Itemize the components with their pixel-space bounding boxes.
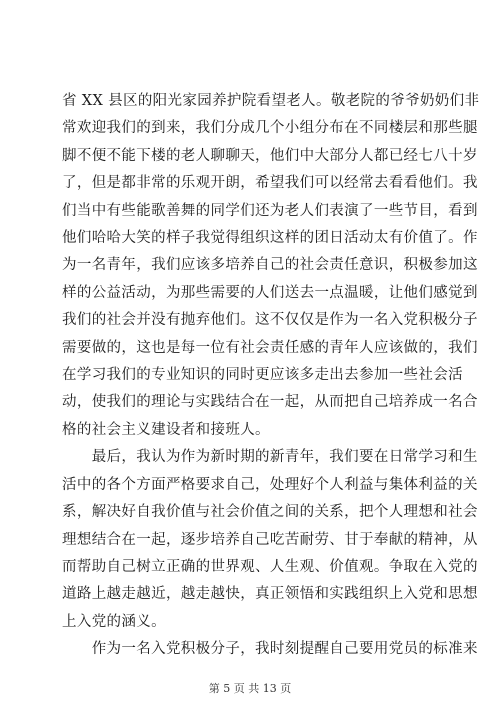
text-line: 样的公益活动，为那些需要的人们送去一点温暖，让他们感觉到 bbox=[62, 284, 478, 301]
text-line: 为一名青年，我们应该多培养自己的社会责任意识，积极参加这 bbox=[62, 257, 478, 274]
document-body bbox=[62, 88, 480, 664]
text-line: 系，解决好自我价值与社会价值之间的关系，把个人理想和社会 bbox=[62, 504, 478, 521]
text-line: 格的社会主义建设者和接班人。 bbox=[62, 421, 270, 438]
text-line: 动，使我们的理论与实践结合在一起，从而把自己培养成一名合 bbox=[62, 394, 478, 411]
text-line: 我们的社会并没有抛弃他们。这不仅仅是作为一名入党积极分子 bbox=[62, 312, 478, 329]
text-line: 在学习我们的专业知识的同时更应该多走出去参加一些社会活 bbox=[62, 367, 463, 384]
paragraph-3 bbox=[62, 636, 478, 663]
paragraph-1 bbox=[62, 88, 480, 444]
text-line: 而帮助自己树立正确的世界观、人生观、价值观。争取在入党的 bbox=[62, 558, 478, 575]
text-line: 脚不便不能下楼的老人聊聊天，他们中大部分人都已经七八十岁 bbox=[62, 147, 478, 164]
text-line: 需要做的，这也是每一位有社会责任感的青年人应该做的，我们 bbox=[62, 339, 478, 356]
page-number-footer: 第 5 页 共 13 页 bbox=[208, 682, 292, 695]
text-line: 理想结合在一起，逐步培养自己吃苦耐劳、甘于奉献的精神，从 bbox=[62, 531, 478, 548]
text-line: 活中的各个方面严格要求自己，处理好个人利益与集体利益的关 bbox=[62, 476, 478, 493]
text-line: 道路上越走越近，越走越快，真正领悟和实践组织上入党和思想 bbox=[62, 586, 478, 603]
text-line: 们当中有些能歌善舞的同学们还为老人们表演了一些节目，看到 bbox=[62, 202, 478, 219]
text-line: 省 XX 县区的阳光家园养护院看望老人。敬老院的爷爷奶奶们非 bbox=[62, 93, 480, 109]
text-line: 上入党的涵义。 bbox=[62, 613, 166, 630]
text-line: 作为一名入党积极分子，我时刻提醒自己要用党员的标准来 bbox=[62, 641, 478, 658]
text-line: 了，但是都非常的乐观开朗，希望我们可以经常去看看他们。我 bbox=[62, 175, 478, 192]
text-line: 最后，我认为作为新时期的新青年，我们要在日常学习和生 bbox=[62, 449, 478, 466]
paragraph-2 bbox=[62, 444, 478, 636]
text-line: 常欢迎我们的到来，我们分成几个小组分布在不同楼层和那些腿 bbox=[62, 120, 478, 137]
text-line: 他们哈哈大笑的样子我觉得组织这样的团日活动太有价值了。作 bbox=[62, 230, 478, 247]
